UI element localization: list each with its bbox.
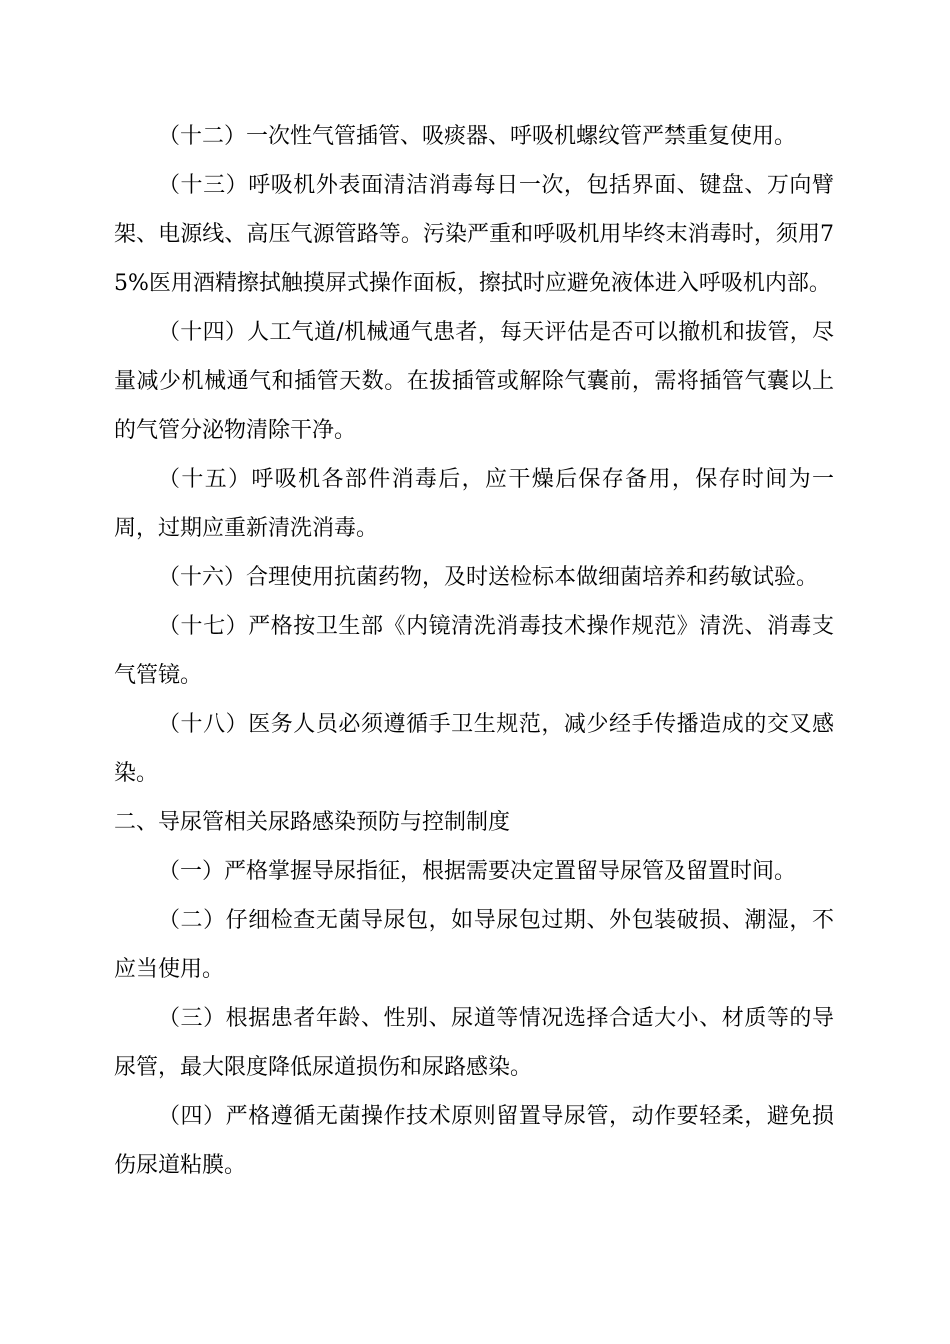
paragraph-item-13: （十三）呼吸机外表面清洁消毒每日一次，包括界面、键盘、万向臂架、电源线、高压气源管路等。污染严重和呼吸机用毕终末消毒时，须用75%医用酒精擦拭触摸屏式操作面板，擦拭时应避免液体进入呼吸机内部。 xyxy=(114,173,834,296)
paragraph-item-14: （十四）人工气道/机械通气患者，每天评估是否可以撤机和拔管，尽量减少机械通气和插管天数。在拔插管或解除气囊前，需将插管气囊以上的气管分泌物清除干净。 xyxy=(114,320,834,443)
paragraph-item-18: （十八）医务人员必须遵循手卫生规范，减少经手传播造成的交叉感染。 xyxy=(114,712,834,786)
document-body xyxy=(114,112,834,1190)
paragraph-item-17: （十七）严格按卫生部《内镜清洗消毒技术操作规范》清洗、消毒支气管镜。 xyxy=(114,614,834,688)
paragraph-item-15: （十五）呼吸机各部件消毒后，应干燥后保存备用，保存时间为一周，过期应重新清洗消毒。 xyxy=(114,467,834,541)
section-paragraph-2: （二）仔细检查无菌导尿包，如导尿包过期、外包装破损、潮湿，不应当使用。 xyxy=(114,908,834,982)
section-paragraph-1: （一）严格掌握导尿指征，根据需要决定置留导尿管及留置时间。 xyxy=(158,859,797,884)
section-paragraph-4: （四）严格遵循无菌操作技术原则留置导尿管，动作要轻柔，避免损伤尿道粘膜。 xyxy=(114,1104,834,1178)
paragraph-item-12: （十二）一次性气管插管、吸痰器、呼吸机螺纹管严禁重复使用。 xyxy=(158,124,797,149)
paragraph-item-16: （十六）合理使用抗菌药物，及时送检标本做细菌培养和药敏试验。 xyxy=(158,565,819,590)
section-heading: 二、导尿管相关尿路感染预防与控制制度 xyxy=(114,810,511,835)
section-paragraph-3: （三）根据患者年龄、性别、尿道等情况选择合适大小、材质等的导尿管，最大限度降低尿道损伤和尿路感染。 xyxy=(114,1006,834,1080)
